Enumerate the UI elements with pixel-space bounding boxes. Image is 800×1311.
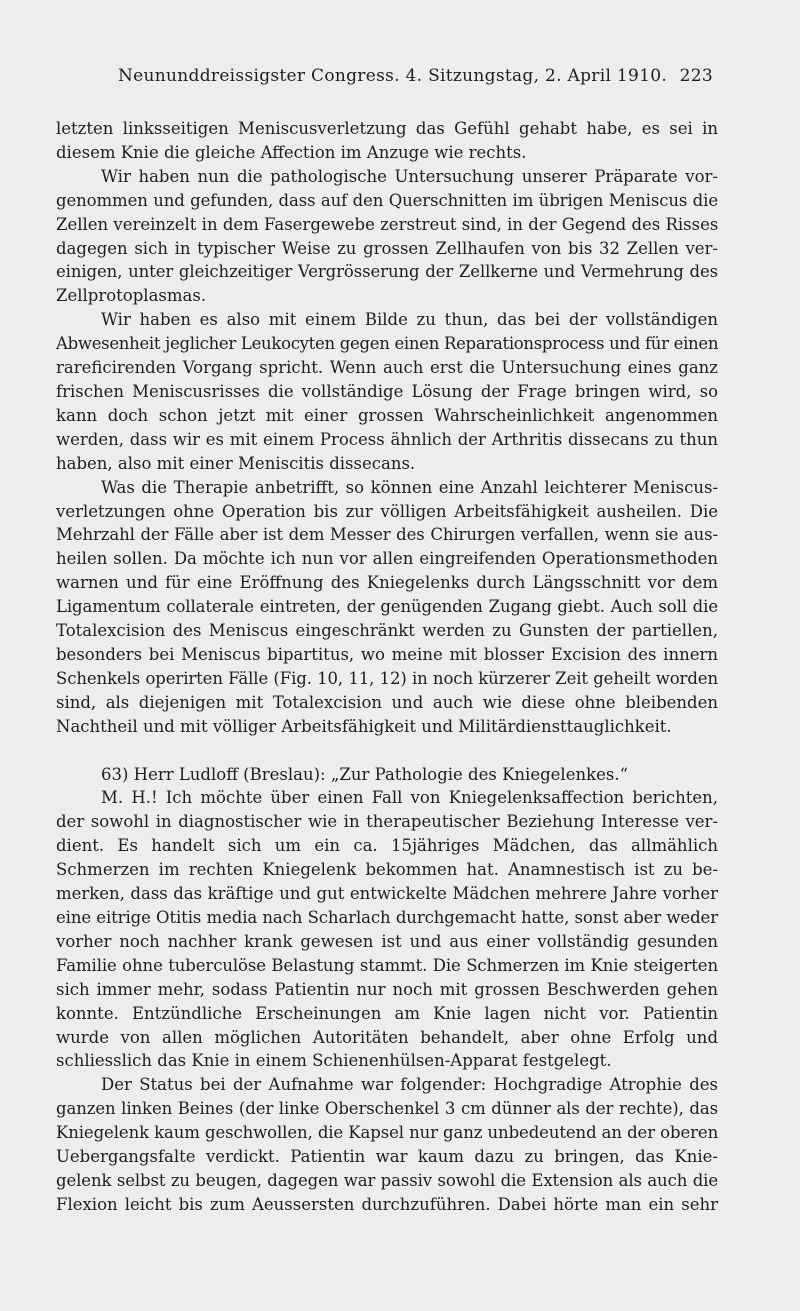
text-line: Schmerzen im rechten Kniegelenk bekommen hat. Anamnestisch ist zu be- (56, 860, 718, 880)
text-line: gelenk selbst zu beugen, dagegen war passiv sowohl die Extension als auch die (56, 1170, 718, 1190)
text-line: genommen und gefunden, dass auf den Querschnitten im übrigen Meniscus die (56, 190, 718, 210)
text-line: konnte. Entzündliche Erscheinungen am Knie lagen nicht vor. Patientin (56, 1003, 718, 1023)
text-line: Wir haben nun die pathologische Untersuchung unserer Präparate vor- (101, 166, 718, 186)
text-line: eine eitrige Otitis media nach Scharlach durchgemacht hatte, sonst aber weder (56, 908, 718, 927)
text-line: schliesslich das Knie in einem Schienenhülsen-Apparat festgelegt. (56, 1051, 612, 1071)
text-line: haben, also mit einer Meniscitis dissecans. (56, 453, 416, 473)
text-line: warnen und für eine Eröffnung des Kniegelenks durch Längsschnitt vor dem (56, 573, 718, 593)
text-line: frischen Meniscusrisses die vollständige Lösung der Frage bringen wird, so (56, 381, 718, 401)
text-line: werden, dass wir es mit einem Process ähnlich der Arthritis dissecans zu thun (56, 429, 718, 449)
text-line: sind, als diejenigen mit Totalexcision und auch wie diese ohne bleibenden (56, 692, 718, 712)
text-line: kann doch schon jetzt mit einer grossen Wahrscheinlichkeit angenommen (56, 405, 718, 425)
text-line: Wir haben es also mit einem Bilde zu thun, das bei der vollständigen (101, 310, 718, 330)
section-heading: 63) Herr Ludloff (Breslau): „Zur Pathologie des Kniegelenkes.“ (101, 764, 629, 784)
text-line: sich immer mehr, sodass Patientin nur noch mit grossen Beschwerden gehen (56, 979, 718, 999)
text-line: Mehrzahl der Fälle aber ist dem Messer des Chirurgen verfallen, wenn sie aus- (56, 525, 718, 545)
text-line: Uebergangsfalte verdickt. Patientin war kaum dazu zu bringen, das Knie- (56, 1147, 718, 1167)
text-line: Familie ohne tuberculöse Belastung stammt. Die Schmerzen im Knie steigerten (56, 955, 718, 975)
running-header (118, 66, 713, 86)
text-line: wurde von allen möglichen Autoritäten behandelt, aber ohne Erfolg und (56, 1027, 718, 1047)
text-line: heilen sollen. Da möchte ich nun vor allen eingreifenden Operationsmethoden (56, 549, 718, 569)
text-line: Abwesenheit jeglicher Leukocyten gegen einen Reparationsprocess und für einen (56, 334, 719, 354)
text-line: Totalexcision des Meniscus eingeschränkt werden zu Gunsten der partiellen, (56, 621, 718, 641)
text-line: Schenkels operirten Fälle (Fig. 10, 11, 12) in noch kürzerer Zeit geheilt worden (56, 668, 718, 688)
text-line: vorher noch nachher krank gewesen ist und aus einer vollständig gesunden (56, 931, 718, 951)
text-line: Zellen vereinzelt in dem Fasergewebe zerstreut sind, in der Gegend des Risses (56, 214, 719, 234)
text-line: Nachtheil und mit völliger Arbeitsfähigkeit und Militärdiensttauglichkeit. (56, 716, 672, 736)
text-line: besonders bei Meniscus bipartitus, wo meine mit blosser Excision des innern (56, 644, 718, 664)
text-line: einigen, unter gleichzeitiger Vergrösserung der Zellkerne und Vermehrung des (56, 262, 718, 282)
running-title: Neununddreissigster Congress. 4. Sitzungstag, 2. April 1910. (118, 66, 668, 86)
text-line: dient. Es handelt sich um ein ca. 15jähriges Mädchen, das allmählich (56, 836, 718, 856)
text-line: Flexion leicht bis zum Aeussersten durchzuführen. Dabei hörte man ein sehr (56, 1194, 718, 1214)
text-line: ganzen linken Beines (der linke Oberschenkel 3 cm dünner als der rechte), das (56, 1099, 718, 1119)
text-line: rareficirenden Vorgang spricht. Wenn auch erst die Untersuchung eines ganz (56, 358, 718, 378)
text-line: der sowohl in diagnostischer wie in therapeutischer Beziehung Interesse ver- (56, 812, 718, 832)
text-line: Zellprotoplasmas. (56, 286, 207, 306)
text-line: dagegen sich in typischer Weise zu grossen Zellhaufen von bis 32 Zellen ver- (56, 238, 718, 258)
page-number: 223 (679, 66, 713, 86)
text-line: merken, dass das kräftige und gut entwickelte Mädchen mehrere Jahre vorher (56, 884, 718, 904)
text-line: verletzungen ohne Operation bis zur völligen Arbeitsfähigkeit ausheilen. Die (56, 501, 718, 521)
text-line: M. H.! Ich möchte über einen Fall von Kniegelenksaffection berichten, (101, 788, 718, 808)
text-line: Was die Therapie anbetrifft, so können eine Anzahl leichterer Meniscus- (101, 477, 718, 497)
text-line: Kniegelenk kaum geschwollen, die Kapsel nur ganz unbedeutend an der oberen (56, 1123, 719, 1143)
body-text (56, 117, 718, 1217)
text-line: Der Status bei der Aufnahme war folgender: Hochgradige Atrophie des (101, 1075, 718, 1095)
text-line: Ligamentum collaterale eintreten, der genügenden Zugang giebt. Auch soll die (56, 597, 718, 617)
text-line: letzten linksseitigen Meniscusverletzung das Gefühl gehabt habe, es sei in (56, 119, 718, 138)
text-line: diesem Knie die gleiche Affection im Anzuge wie rechts. (56, 142, 527, 162)
